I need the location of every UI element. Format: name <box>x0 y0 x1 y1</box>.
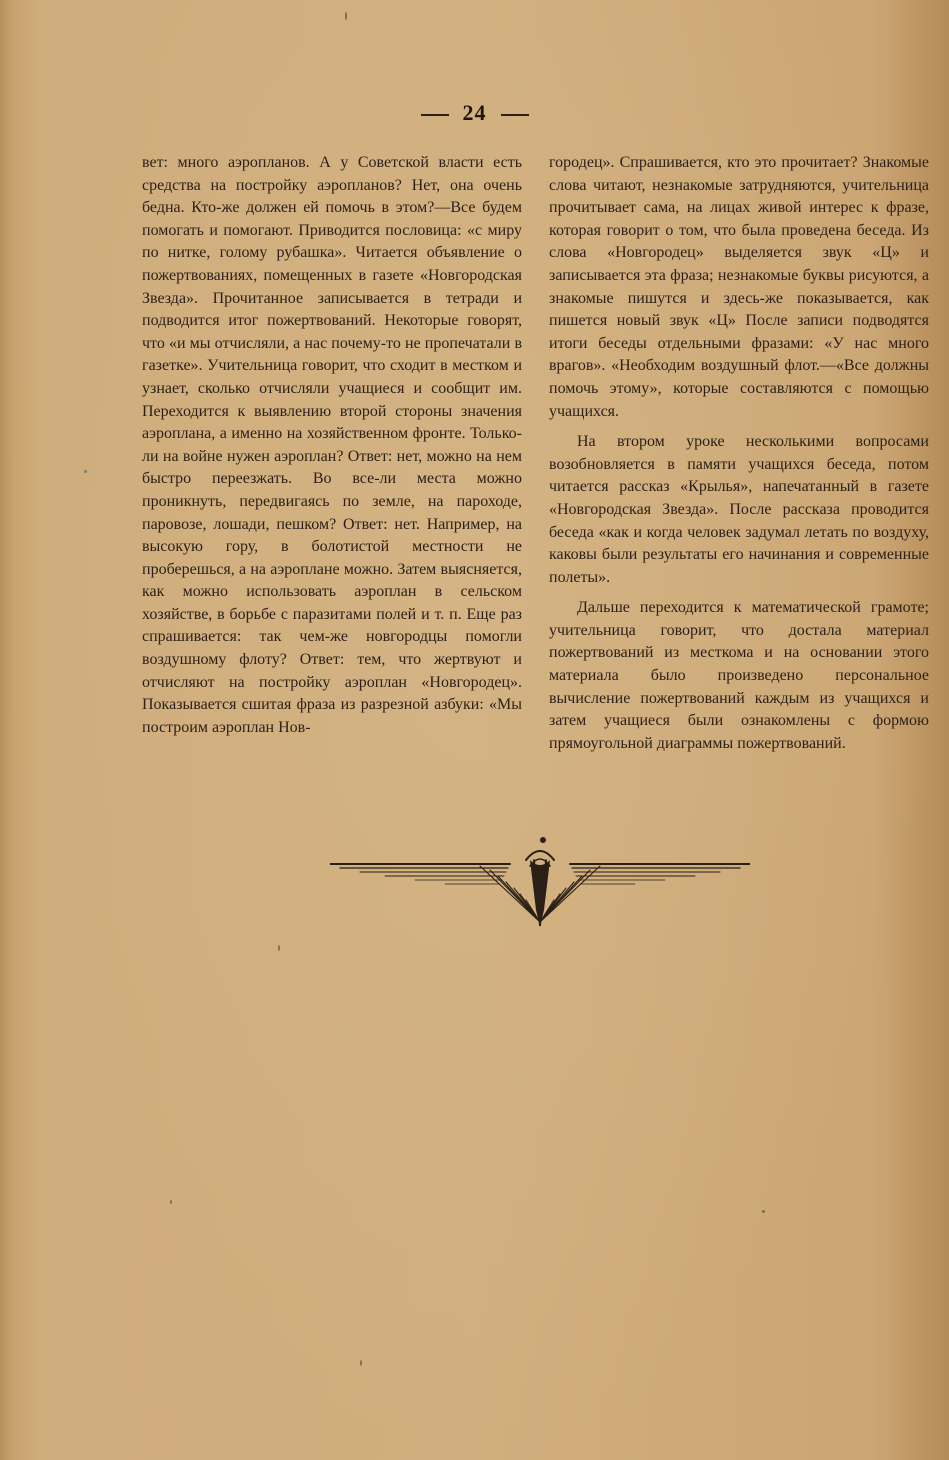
left-column-text: вет: много аэропланов. А у Советской власти есть средства на постройку аэропланов? Нет, она очень бедна. Кто-же должен ей помочь в этом?—Все будем помогать и помогают. Приводится пословица: «с миру по нитке, голому рубашка». Читается объявление о пожертвованиях, помещенных в газете «Новгородская Звезда». Прочитанное записывается в тетради и подводится итог пожертвований. Некоторые говорят, что «и мы отчисляли, а нас почему-то не пропечатали в газетке». Учительница говорит, что сходит в местком и узнает, сколько отчисляли учащиеся и сообщит им. Переходится к выявлению второй стороны значения аэроплана, а именно на хозяйственном фронте. Только-ли на войне нужен аэроплан? Ответ: нет, можно на нем быстро переезжать. Во все-ли места можно проникнуть, передвигаясь по земле, на пароходе, паровозе, лошади, пешком? Ответ: нет. Например, на высокую гору, в болотистой местности не проберешься, а на аэроплане можно. Затем выясняется, как можно использовать аэроплан в сельском хозяйстве, в борьбе с паразитами полей и т. п. Еще раз спрашивается: так чем-же новгородцы помогли воздушному флоту? Ответ: тем, что жертвуют и отчисляют на постройку аэроплан «Новгородец». Показывается сшитая фраза из разрезной азбуки: «Мы построим аэроплан Нов- <box>142 154 522 736</box>
paper-speck <box>278 945 280 951</box>
left-column <box>142 152 522 739</box>
right-dash <box>501 114 529 116</box>
right-paragraph-3: Дальше переходится к математической грамоте; учительница говорит, что достала материал пожертвований из месткома и на основании этого материала было произведено персональное вычисление пожертвований каждым из учащихся и затем учащиеся были ознакомлены с формою прямоугольной диаграммы пожертвований. <box>549 599 929 752</box>
winged-fleuron-icon <box>330 830 750 930</box>
right-paragraph-2: На втором уроке несколькими вопросами возобновляется в памяти учащихся беседа, потом читается рассказ «Крылья», напечатанный в газете «Новгородская Звезда». После рассказа проводится беседа «как и когда человек задумал летать по воздуху, каковы были результаты его начинания и современные полеты». <box>549 433 929 586</box>
left-dash <box>421 114 449 116</box>
paper-speck <box>170 1200 172 1204</box>
paper-speck <box>360 1360 362 1366</box>
right-paragraph-1: городец». Спрашивается, кто это прочитает? Знакомые слова читают, незнакомые затрудняются, учительница прочитывает сама, на лицах живой интерес к фразе, которая говорит о том, что была проведена беседа. Из слова «Новгородец» выделяется звук «Ц» и записывается эта фраза; незнакомые буквы рисуются, а знакомые пишутся и здесь-же показывается, как пишется новый звук «Ц» После записи подводятся итоги беседы отдельными фразами: «У нас много врагов». «Необходим воздушный флот.—«Все должны помочь этому», которые составляются с помощью учащихся. <box>549 154 929 420</box>
paper-speck <box>84 470 87 473</box>
paper-speck <box>762 1210 765 1213</box>
page-number-header <box>0 100 949 126</box>
right-column <box>549 152 929 755</box>
paper-speck <box>345 12 347 20</box>
page-number: 24 <box>462 100 487 125</box>
